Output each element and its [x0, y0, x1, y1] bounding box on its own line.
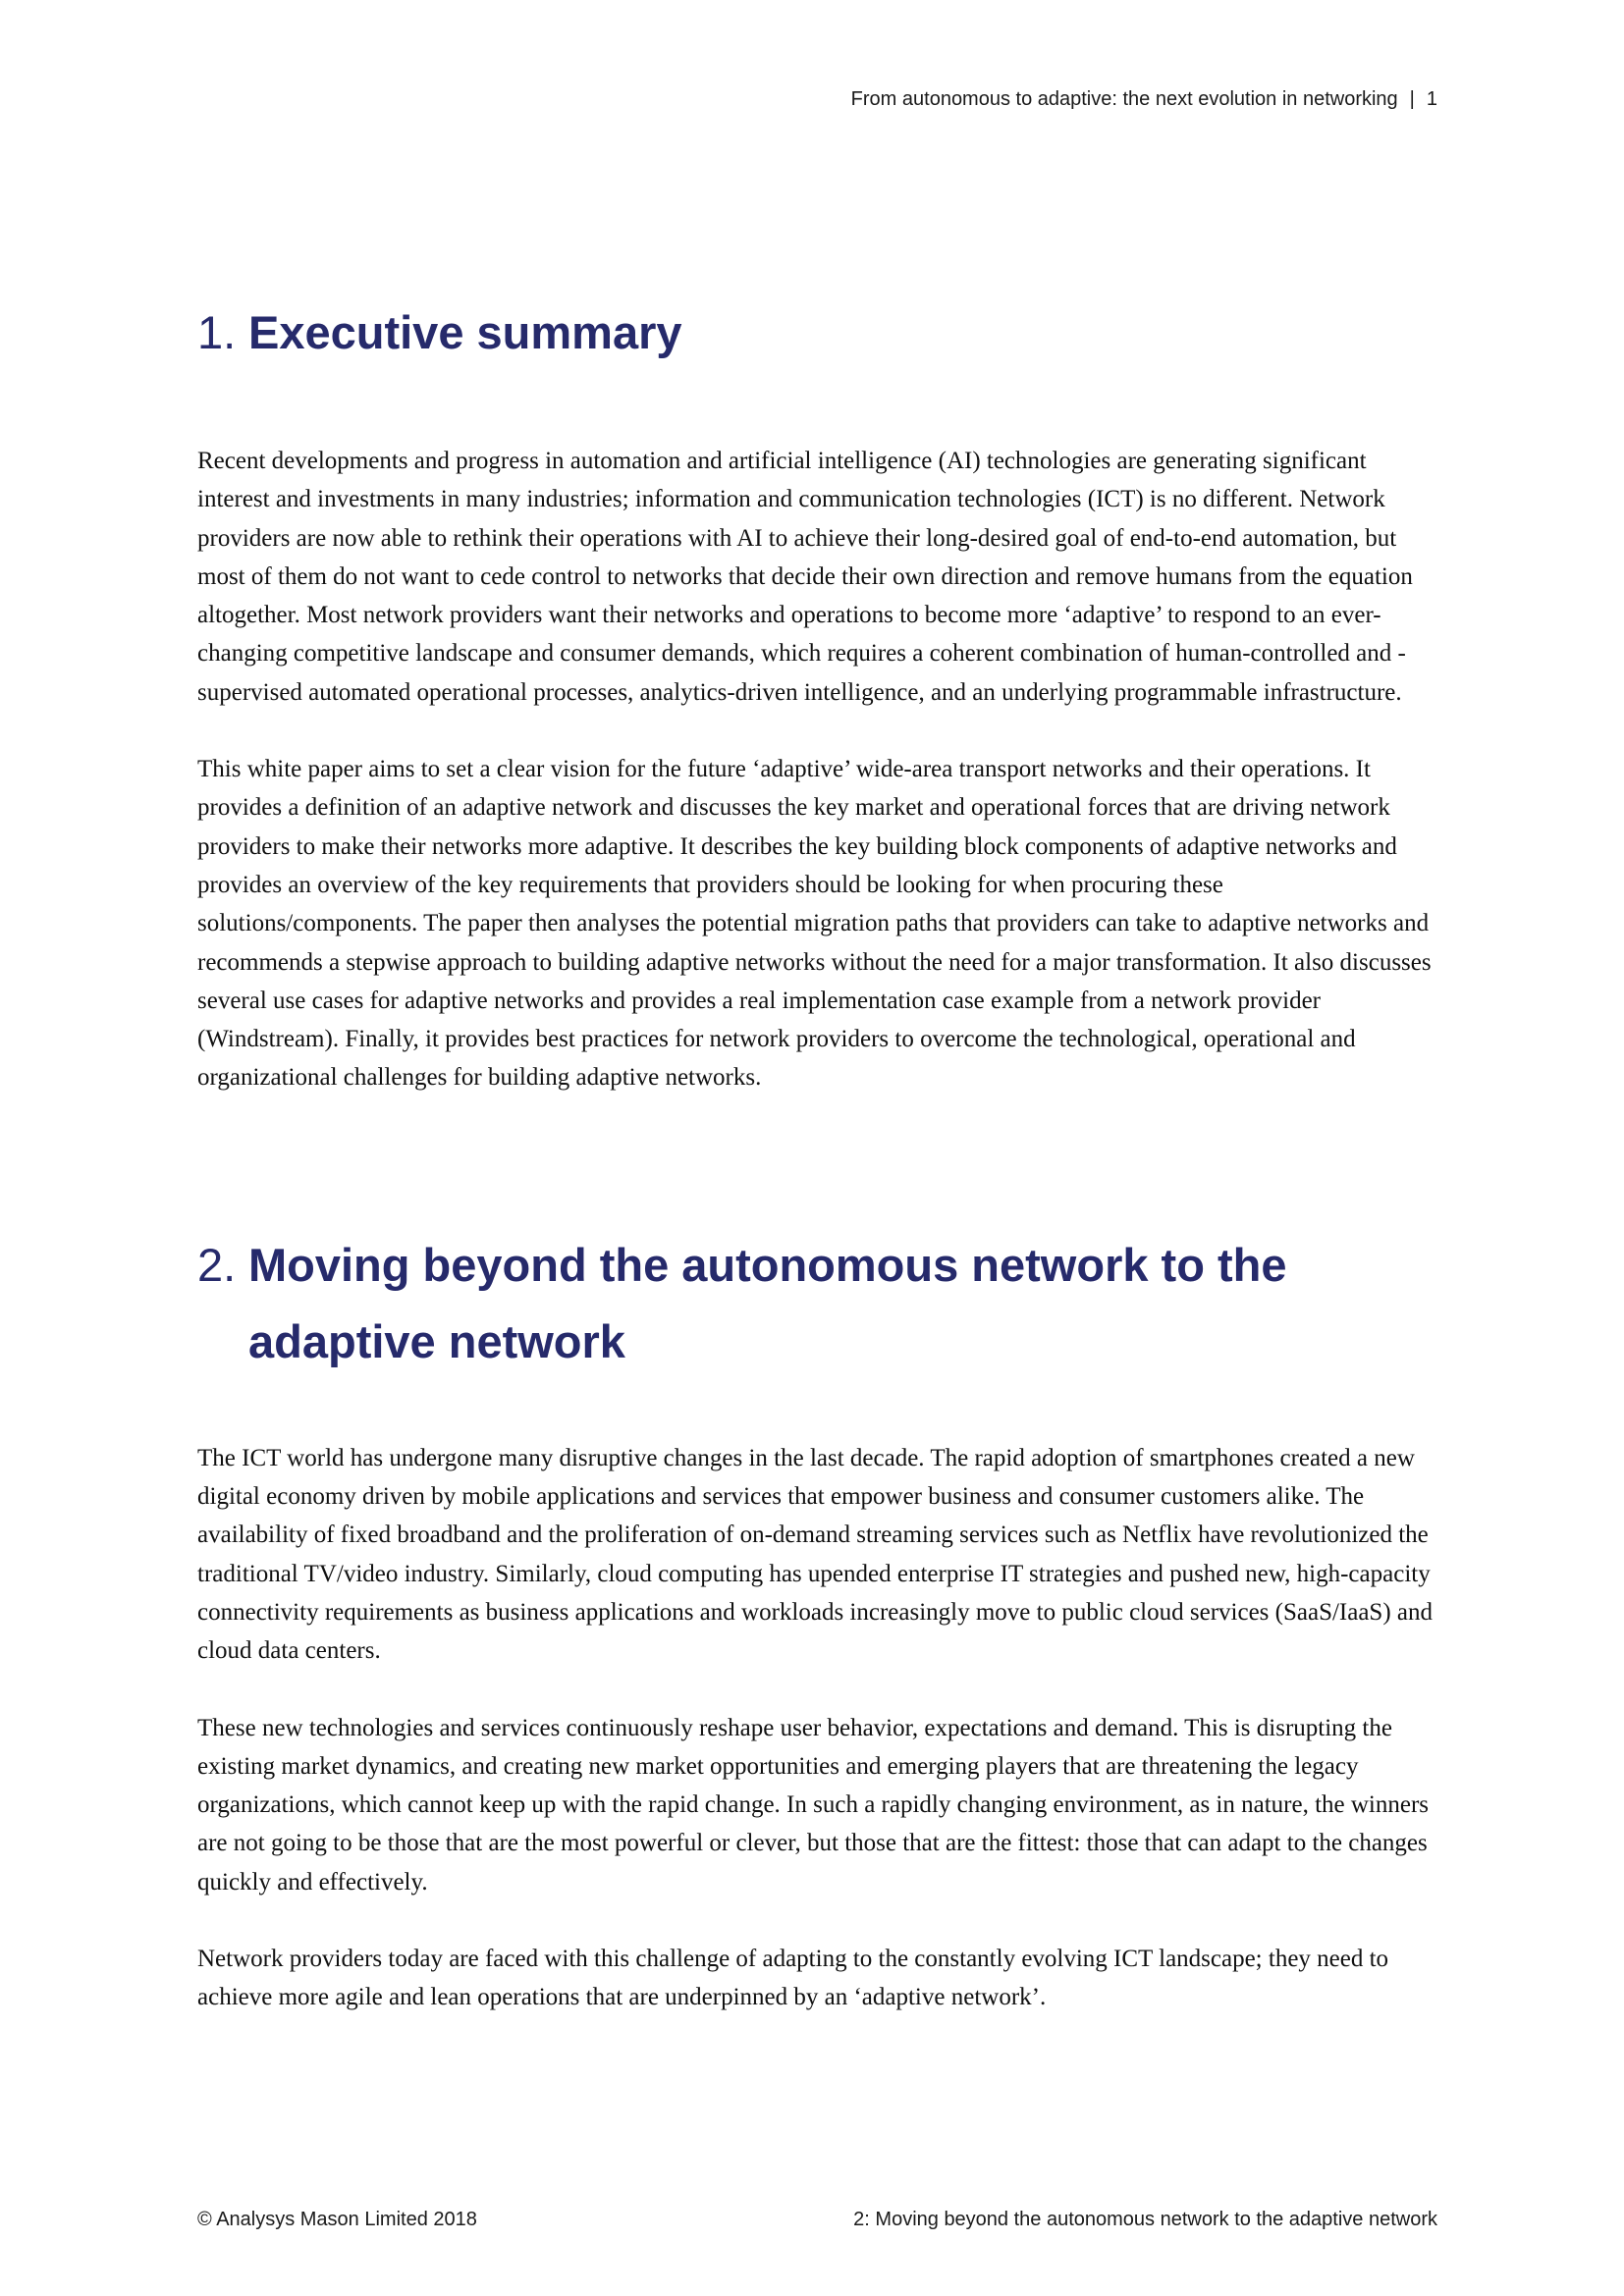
section-2-paragraph-1: The ICT world has undergone many disruptive changes in the last decade. The rapid adoption of smartphones created a new digital economy driven by mobile applications and services that empower business and consumer customers alike. The availability of fixed broadband and the proliferation of on-demand streaming services such as Netflix have revolutionized the traditional TV/video industry. Similarly, cloud computing has upended enterprise IT strategies and pushed new, high-capacity connectivity requirements as business applications and workloads increasingly move to public cloud services (SaaS/IaaS) and cloud data centers. — [197, 1444, 1434, 1665]
section-2-paragraph-3: Network providers today are faced with this challenge of adapting to the constantly evolving ICT landscape; they need to achieve more agile and lean operations that are underpinned by an ‘adaptive network’. — [197, 1946, 1389, 2011]
section-1-paragraph-1: Recent developments and progress in automation and artificial intelligence (AI) technologies are generating significant interest and investments in many industries; information and communication technologies (ICT) is no different. Network providers are now able to rethink their operations with AI to achieve their long-desired goal of end-to-end automation, but most of them do not want to cede control to networks that decide their own direction and remove humans from the equation altogether. Most network providers want their networks and operations to become more ‘adaptive’ to respond to an ever-changing competitive landscape and consumer demands, which requires a coherent combination of human-controlled and -supervised automated operational processes, analytics-driven intelligence, and an underlying programmable infrastructure. — [197, 448, 1413, 706]
section-2-title: Moving beyond the autonomous network to the adaptive network — [248, 1238, 1287, 1367]
section-2-number: 2. — [197, 1238, 237, 1291]
page-number: 1 — [1426, 88, 1437, 110]
running-header-separator: | — [1409, 88, 1415, 110]
footer-copyright: © Analysys Mason Limited 2018 — [197, 2209, 477, 2230]
running-header — [851, 88, 1437, 111]
section-1-paragraph-2: This white paper aims to set a clear vision for the future ‘adaptive’ wide-area transport networks and their operations. It provides a definition of an adaptive network and discusses the key market and operational forces that are driving network providers to make their networks more adaptive. It describes the key building block components of adaptive networks and provides an overview of the key requirements that providers should be looking for when procuring these solutions/components. The paper then analyses the potential migration paths that providers can take to adaptive networks and recommends a stepwise approach to building adaptive networks without the need for a major transformation. It also discusses several use cases for adaptive networks and provides a real implementation case example from a network provider (Windstream). Finally, it provides best practices for network providers to overcome the technological, operational and organizational challenges for building adaptive networks. — [197, 756, 1432, 1092]
section-2-paragraph-2: These new technologies and services continuously reshape user behavior, expectations and demand. This is disrupting the existing market dynamics, and creating new market opportunities and emerging players that are threatening the legacy organizations, which cannot keep up with the rapid change. In such a rapidly changing environment, as in nature, the winners are not going to be those that are the most powerful or clever, but those that are the fittest: those that can adapt to the changes quickly and effectively. — [197, 1714, 1430, 1896]
section-1-number: 1. — [197, 306, 237, 358]
page-content — [197, 294, 1436, 2017]
footer-section-reference: 2: Moving beyond the autonomous network to the adaptive network — [853, 2209, 1437, 2230]
section-2-heading — [197, 1227, 1436, 1380]
running-header-title: From autonomous to adaptive: the next evolution in networking — [850, 88, 1398, 110]
section-1-title: Executive summary — [248, 306, 682, 358]
section-1-heading — [197, 294, 1436, 371]
